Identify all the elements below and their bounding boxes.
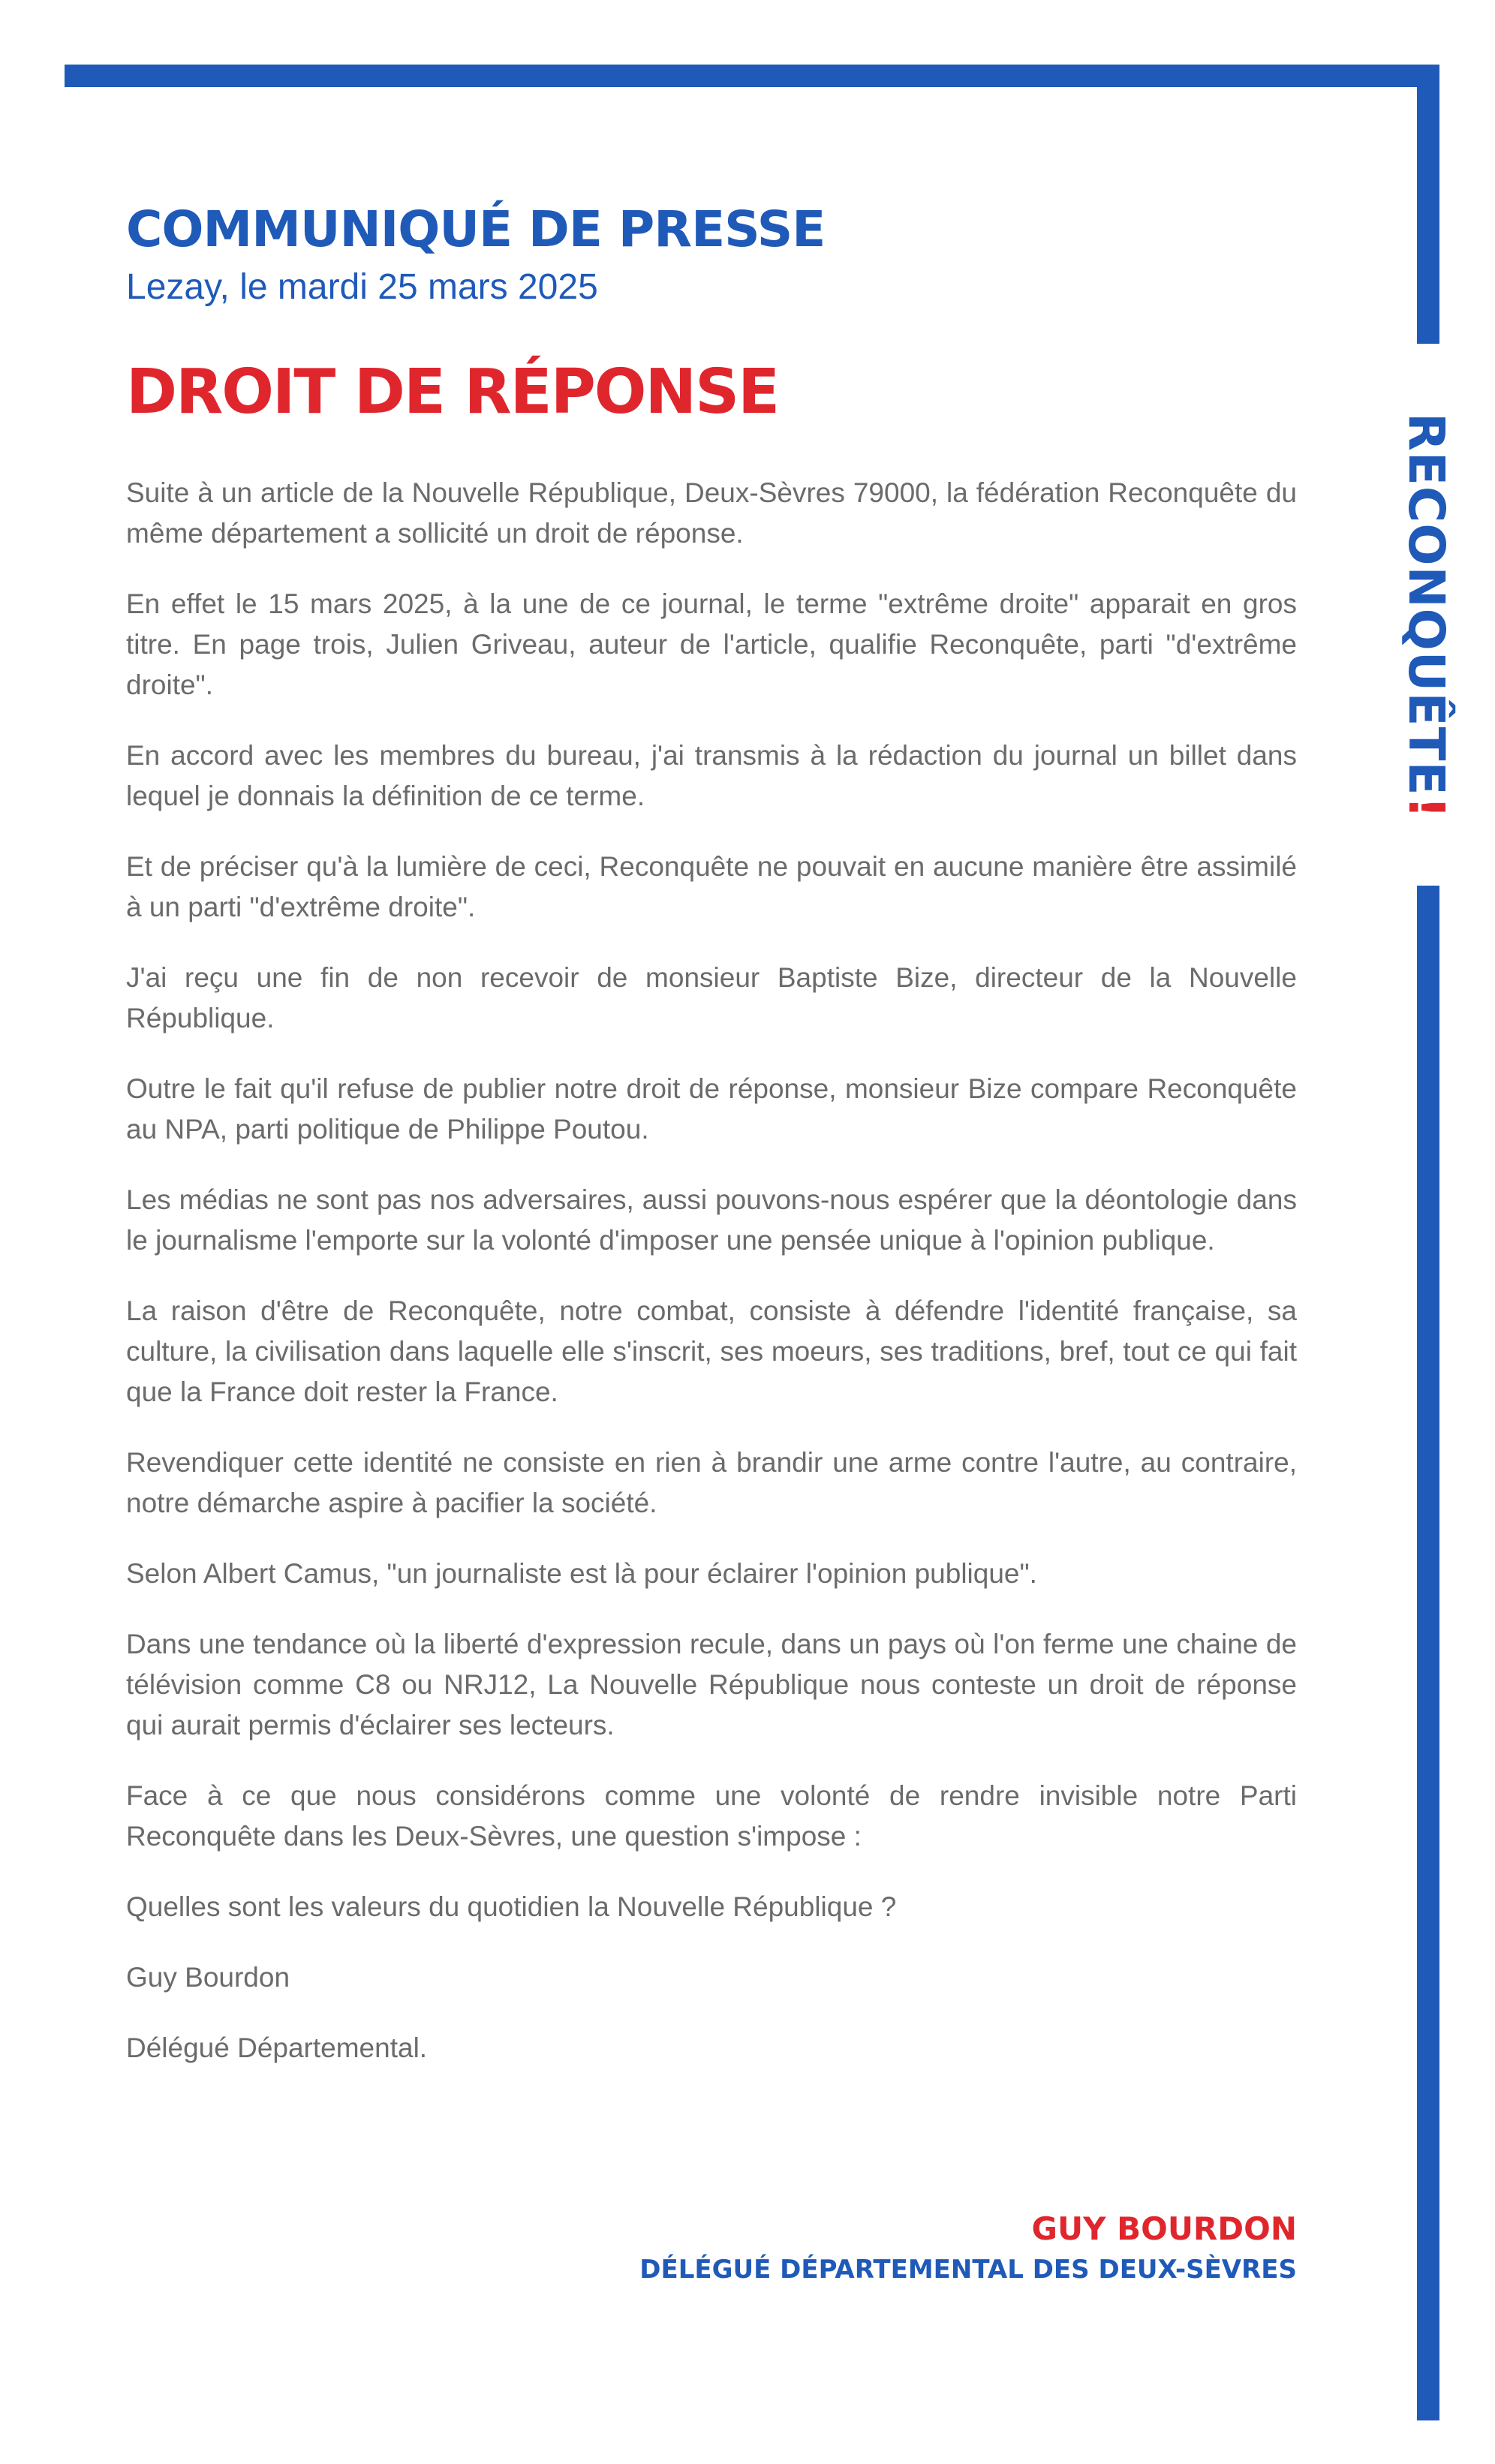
- signature-name: GUY BOURDON: [1031, 2210, 1297, 2247]
- body-paragraph: La raison d'être de Reconquête, notre combat, consiste à défendre l'identité française, sa culture, la civilisation dans laquelle elle s'inscrit, ses moeurs, ses traditions, bref, tout ce qui fait que la France doit rester la France.: [126, 1295, 1297, 1407]
- body-paragraph: Dans une tendance où la liberté d'expression recule, dans un pays où l'on ferme une chaine de télévision comme C8 ou NRJ12, La Nouvelle République nous conteste un droit de réponse qui aurait permis d'éclairer ses lecteurs.: [126, 1629, 1297, 1740]
- body-paragraph: Les médias ne sont pas nos adversaires, aussi pouvons-nous espérer que la déontologie dans le journalisme l'emporte sur la volonté d'imposer une pensée unique à l'opinion publique.: [126, 1184, 1297, 1256]
- body-signoff-name: Guy Bourdon: [126, 1962, 290, 1993]
- body-paragraph: Outre le fait qu'il refuse de publier notre droit de réponse, monsieur Bize compare Reconquête au NPA, parti politique de Philippe Poutou.: [126, 1073, 1297, 1145]
- body-paragraph: Face à ce que nous considérons comme une volonté de rendre invisible notre Parti Reconquête dans les Deux-Sèvres, une question s'impose :: [126, 1780, 1297, 1852]
- logo-exclamation-mark: !: [1397, 796, 1455, 820]
- body-paragraph: Revendiquer cette identité ne consiste en rien à brandir une arme contre l'autre, au contraire, notre démarche aspire à pacifier la société.: [126, 1447, 1297, 1518]
- body-paragraph: En accord avec les membres du bureau, j'ai transmis à la rédaction du journal un billet dans lequel je donnais la définition de ce terme.: [126, 740, 1297, 811]
- press-release-body: [126, 473, 1297, 2098]
- body-paragraph: Suite à un article de la Nouvelle République, Deux-Sèvres 79000, la fédération Reconquête du même département a sollicité un droit de réponse.: [126, 477, 1297, 549]
- signature-block: [639, 2210, 1297, 2285]
- signature-role: DÉLÉGUÉ DÉPARTEMENTAL DES DEUX-SÈVRES: [639, 2255, 1297, 2285]
- body-signoff-role: Délégué Départemental.: [126, 2032, 428, 2063]
- body-paragraph: En effet le 15 mars 2025, à la une de ce journal, le terme "extrême droite" apparait en gros titre. En page trois, Julien Griveau, auteur de l'article, qualifie Reconquête, parti "d'extrême droite".: [126, 588, 1297, 700]
- body-paragraph: Selon Albert Camus, "un journaliste est là pour éclairer l'opinion publique".: [126, 1558, 1037, 1589]
- right-border-bar-upper: [1417, 65, 1439, 344]
- top-border-bar: [65, 65, 1439, 87]
- right-border-bar-lower: [1417, 886, 1439, 2420]
- body-paragraph: Quelles sont les valeurs du quotidien la Nouvelle République ?: [126, 1891, 897, 1922]
- headline: DROIT DE RÉPONSE: [126, 357, 779, 428]
- logo-wordmark: RECONQUÊTE: [1397, 413, 1455, 796]
- press-release-title: COMMUNIQUÉ DE PRESSE: [126, 200, 826, 258]
- body-paragraph: Et de préciser qu'à la lumière de ceci, Reconquête ne pouvait en aucune manière être assimilé à un parti "d'extrême droite".: [126, 851, 1297, 922]
- reconquete-logo: [1381, 413, 1471, 833]
- press-release-date: Lezay, le mardi 25 mars 2025: [126, 267, 598, 307]
- body-paragraph: J'ai reçu une fin de non recevoir de monsieur Baptiste Bize, directeur de la Nouvelle République.: [126, 962, 1297, 1033]
